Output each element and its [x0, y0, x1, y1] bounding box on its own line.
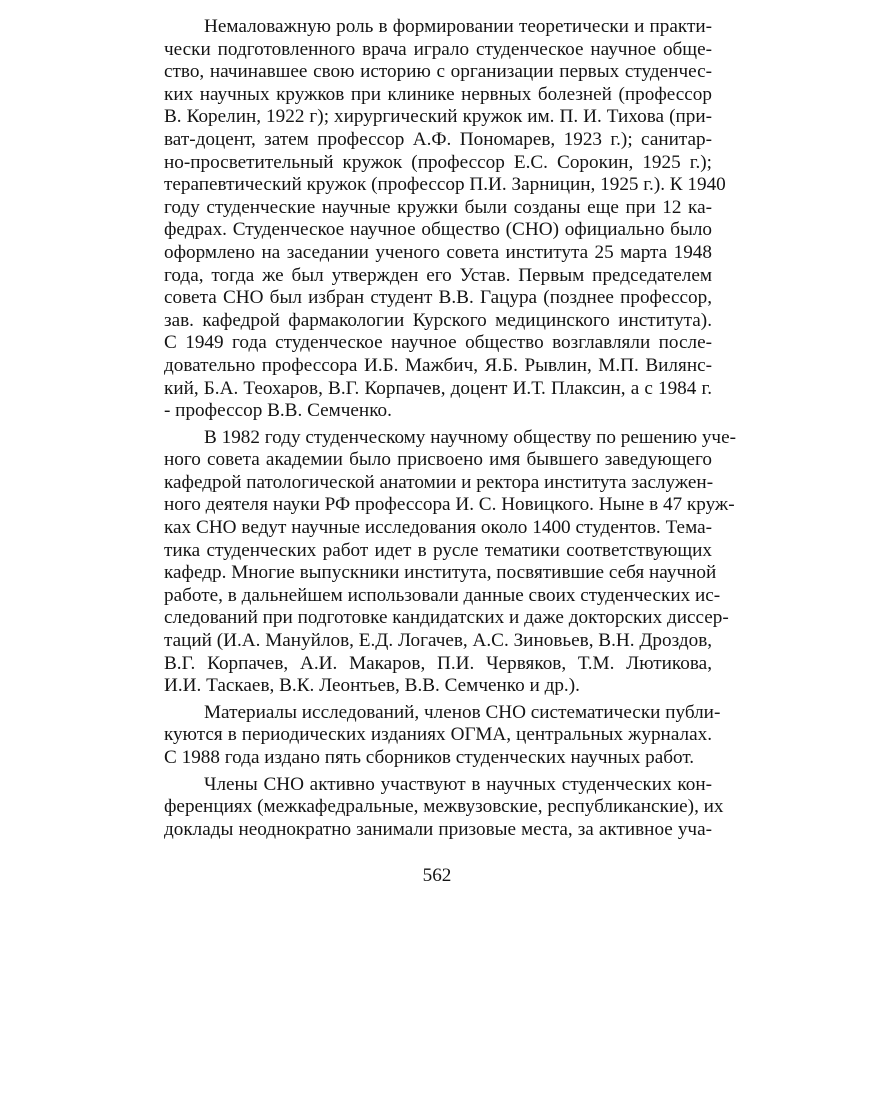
- text-line: терапевтический кружок (профессор П.И. Зарницин, 1925 г.). К 1940: [164, 174, 726, 196]
- text-line: С 1988 года издано пять сборников студенческих научных работ.: [164, 747, 695, 768]
- text-line: - профессор В.В. Семченко.: [164, 400, 392, 422]
- text-line: В.Г. Корпачев, А.И. Макаров, П.И. Червяков, Т.М. Лютикова,: [164, 652, 712, 674]
- text-line: кафедр. Многие выпускники института, посвятившие себя научной: [164, 562, 717, 584]
- text-line: ференциях (межкафедральные, межвузовские, республиканские), их: [164, 796, 724, 818]
- text-line: таций (И.А. Мануйлов, Е.Д. Логачев, А.С. Зиновьев, В.Н. Дроздов,: [164, 630, 713, 652]
- text-line: зав. кафедрой фармакологии Курского медицинского института).: [164, 309, 712, 331]
- text-line: И.И. Таскаев, В.К. Леонтьев, В.В. Семченко и др.).: [164, 675, 580, 697]
- text-line: ких научных кружков при клинике нервных болезней (профессор: [164, 83, 712, 105]
- text-line: куются в периодических изданиях ОГМА, центральных журналах.: [164, 724, 712, 746]
- text-line: кий, Б.А. Теохаров, В.Г. Корпачев, доцент И.Т. Плаксин, а с 1984 г.: [164, 377, 712, 399]
- text-line: В. Корелин, 1922 г); хирургический кружок им. П. И. Тихова (при-: [164, 106, 712, 128]
- text-line: ство, начинавшее свою историю с организации первых студенчес-: [164, 61, 712, 83]
- paragraph: [164, 773, 724, 842]
- text-line: году студенческие научные кружки были созданы еще при 12 ка-: [164, 196, 712, 218]
- text-line: совета СНО был избран студент В.В. Гацура (позднее профессор,: [164, 287, 712, 309]
- text-line: года, тогда же был утвержден его Устав. Первым председателем: [164, 264, 712, 286]
- text-line: следований при подготовке кандидатских и даже докторских диссер-: [164, 607, 729, 629]
- text-line: ного деятеля науки РФ профессора И. С. Новицкого. Ныне в 47 круж-: [164, 494, 735, 516]
- text-line: доклады неоднократно занимали призовые места, за активное уча-: [164, 818, 712, 840]
- text-line: Члены СНО активно участвуют в научных студенческих кон-: [204, 773, 712, 795]
- body-text: [164, 16, 736, 841]
- text-line: работе, в дальнейшем использовали данные своих студенческих ис-: [164, 584, 721, 606]
- text-line: тика студенческих работ идет в русле тематики соответствующих: [164, 539, 712, 561]
- paragraph: [164, 16, 726, 423]
- text-line: В 1982 году студенческому научному обществу по решению уче-: [204, 426, 736, 448]
- text-line: чески подготовленного врача играло студенческое научное обще-: [164, 38, 712, 60]
- text-line: но-просветительный кружок (профессор Е.С. Сорокин, 1925 г.);: [164, 151, 712, 173]
- page-number: 562: [422, 865, 452, 886]
- text-line: оформлено на заседании ученого совета института 25 марта 1948: [164, 241, 712, 263]
- text-line: довательно профессора И.Б. Мажбич, Я.Б. Рывлин, М.П. Вилянс-: [164, 354, 712, 376]
- text-line: ках СНО ведут научные исследования около 1400 студентов. Тема-: [164, 517, 712, 539]
- text-line: Немаловажную роль в формировании теоретически и практи-: [204, 16, 712, 37]
- text-line: федрах. Студенческое научное общество (СНО) официально было: [164, 219, 712, 241]
- text-line: ного совета академии было присвоено имя бывшего заведующего: [164, 449, 712, 471]
- paragraph: [164, 426, 736, 698]
- text-line: кафедрой патологической анатомии и ректора института заслужен-: [164, 471, 714, 493]
- text-line: ват-доцент, затем профессор А.Ф. Пономарев, 1923 г.); санитар-: [164, 128, 712, 150]
- paragraph: [164, 701, 721, 770]
- text-line: С 1949 года студенческое научное общество возглавляли после-: [164, 332, 712, 354]
- text-line: Материалы исследований, членов СНО систематически публи-: [204, 701, 721, 723]
